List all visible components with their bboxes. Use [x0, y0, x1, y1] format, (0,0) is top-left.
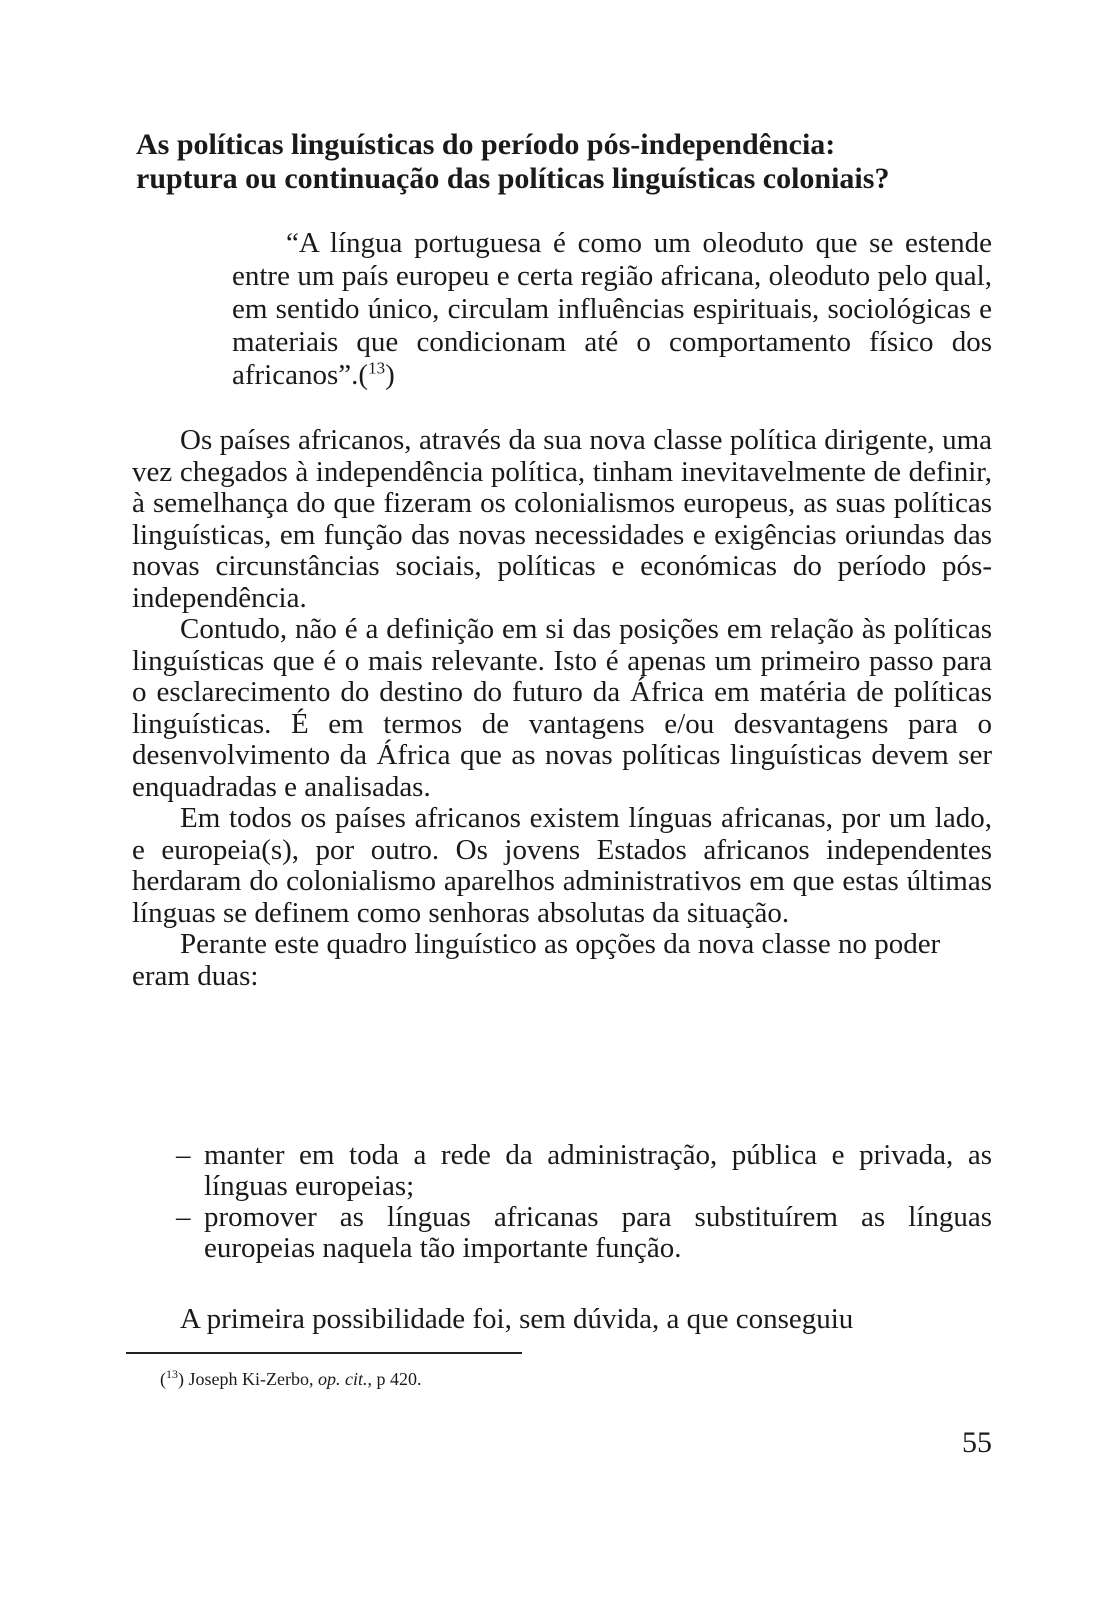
paragraph-4: Perante este quadro linguístico as opções da nova classe no poder eram duas:: [132, 928, 941, 992]
body-text: [132, 425, 992, 992]
paragraph-continued: A primeira possibilidade foi, sem dúvida, a que conseguiu: [180, 1303, 854, 1335]
section-heading: [136, 128, 986, 196]
epigraph-ref: ($^{13}$): [358, 358, 395, 391]
list-item: [176, 1140, 992, 1202]
paragraph-3: Em todos os países africanos existem línguas africanas, por um lado, e europeia(s), por outro. Os jovens Estados africanos independentes herdaram do colonialismo aparelhos administrativos em que estas últimas línguas se definem como senhoras absolutas da situação.: [132, 802, 992, 929]
heading-line-2: ruptura ou continuação das políticas linguísticas coloniais?: [136, 162, 890, 195]
page-number: 55: [962, 1426, 992, 1459]
footnote: ($^{13}$) Joseph Ki-Zerbo, op. cit., p 420.: [160, 1367, 422, 1389]
bullet-dash: –: [176, 1201, 191, 1233]
list-item-text: manter em toda a rede da administração, pública e privada, as línguas europeias;: [204, 1139, 992, 1202]
bullet-dash: –: [176, 1139, 191, 1171]
epigraph-quote: [232, 227, 992, 392]
footnote-author: Joseph Ki-Zerbo,: [188, 1369, 314, 1389]
footnote-divider: [126, 1352, 522, 1354]
options-list: [176, 1140, 992, 1264]
heading-line-1: As políticas linguísticas do período pós-independência:: [136, 128, 836, 161]
footnote-number: 13: [166, 1367, 178, 1381]
footnote-ref: op. cit.: [317, 1369, 368, 1389]
list-item-text: promover as línguas africanas para substituírem as línguas europeias naquela tão importante função.: [204, 1201, 992, 1264]
paragraph-1: Os países africanos, através da sua nova classe política dirigente, uma vez chegados à independência política, tinham inevitavelmente de definir, à semelhança do que fizeram os colonialismos europeus, as suas políticas linguísticas, em função das novas necessidades e exigências oriundas das novas circunstâncias sociais, políticas e económicas do período pós-independência.: [132, 424, 992, 614]
paragraph-2: Contudo, não é a definição em si das posições em relação às políticas linguísticas que é o mais relevante. Isto é apenas um primeiro passo para o esclarecimento do destino do futuro da África em matéria de políticas linguísticas. É em termos de vantagens e/ou desvantagens para o desenvolvimento da África que as novas políticas linguísticas devem ser enquadradas e analisadas.: [132, 613, 992, 803]
epigraph-text: “A língua portuguesa é como um oleoduto que se estende entre um país europeu e certa região africana, oleoduto pelo qual, em sentido único, circulam influências espirituais, sociológicas e materiais que condicionam até o comportamento físico dos africanos”.($^{13}$): [232, 227, 992, 391]
list-item: [176, 1202, 992, 1264]
footnote-page: , p 420.: [367, 1369, 422, 1389]
